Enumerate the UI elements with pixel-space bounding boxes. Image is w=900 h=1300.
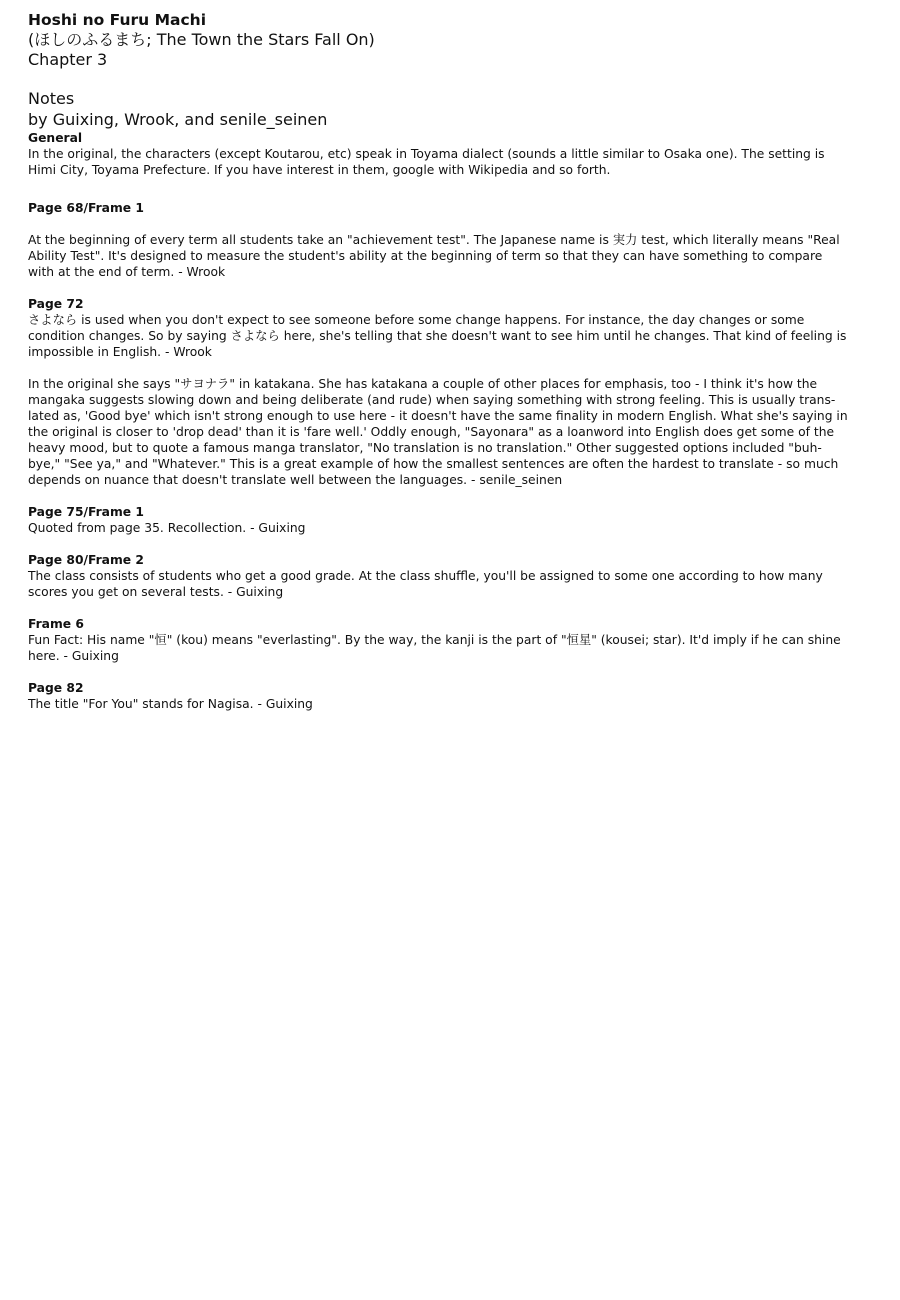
section-general — [28, 130, 878, 178]
section-label: General — [28, 131, 83, 145]
section-page-72 — [28, 296, 878, 488]
document-title: Hoshi no Furu Machi — [28, 11, 207, 29]
section-label: Frame 6 — [28, 617, 84, 631]
document-subtitle: (ほしのふるまち; The Town the Stars Fall On) — [28, 30, 375, 49]
note-paragraph: In the original, the characters (except Koutarou, etc) speak in Toyama dialect (sounds a little similar to Osaka one). The setting is Himi City, Toyama Prefecture. If you have interest in them, google with Wikipedia and so forth. — [28, 147, 825, 177]
note-paragraph: At the beginning of every term all students take an "achievement test". The Japanese name is 実力 test, which literally means "Real Ability Test". It's designed to measure the student's ability at the beginning of term so that they can have something to compare with at the end of term. - Wrook — [28, 233, 840, 279]
section-page-75-frame-1 — [28, 504, 878, 536]
section-frame-6 — [28, 616, 878, 664]
note-paragraph: Fun Fact: His name "恒" (kou) means "everlasting". By the way, the kanji is the part of "恒星" (kousei; star). It'd imply if he can shine here. - Guixing — [28, 633, 841, 663]
section-label: Page 80/Frame 2 — [28, 553, 144, 567]
chapter-label: Chapter 3 — [28, 50, 108, 69]
note-paragraph: さよなら is used when you don't expect to see someone before some change happens. For instance, the day changes or some condition changes. So by saying さよなら here, she's telling that she doesn't want to see him until he changes. That kind of feeling is impossible in English. - Wrook — [28, 313, 847, 359]
notes-page — [28, 10, 878, 712]
section-label: Page 72 — [28, 297, 84, 311]
note-paragraph: In the original she says "サヨナラ" in katakana. She has katakana a couple of other places for emphasis, too - I think it's how the mangaka suggests slowing down and being deliberate (and rude) when saying something with strong feeling. This is usually trans- lated as, 'Good bye' which isn't strong enough to use here - it doesn't have the same finality in modern English. What she's saying in the original is closer to 'drop dead' than it is 'fare well.' Oddly enough, "Sayonara" as a loanword into English does get some of the heavy mood, but to quote a famous manga translator, "No translation is no translation." Other suggested options included "buh- bye," "See ya," and "Whatever." This is a great example of how the smallest sentences are often the hardest to translate - so much depends on nuance that doesn't translate well between the languages. - senile_seinen — [28, 377, 848, 487]
section-label: Page 75/Frame 1 — [28, 505, 144, 519]
notes-heading — [28, 88, 878, 130]
note-paragraph: The class consists of students who get a good grade. At the class shuffle, you'll be assigned to some one according to how many scores you get on several tests. - Guixing — [28, 569, 823, 599]
section-page-82 — [28, 680, 878, 712]
section-label: Page 68/Frame 1 — [28, 201, 144, 215]
section-page-80-frame-2 — [28, 552, 878, 600]
section-label: Page 82 — [28, 681, 84, 695]
byline: by Guixing, Wrook, and senile_seinen — [28, 110, 328, 129]
note-paragraph: Quoted from page 35. Recollection. - Guixing — [28, 521, 306, 535]
section-page-68-frame-1 — [28, 200, 878, 280]
note-paragraph: The title "For You" stands for Nagisa. - Guixing — [28, 697, 313, 711]
notes-label: Notes — [28, 89, 75, 108]
